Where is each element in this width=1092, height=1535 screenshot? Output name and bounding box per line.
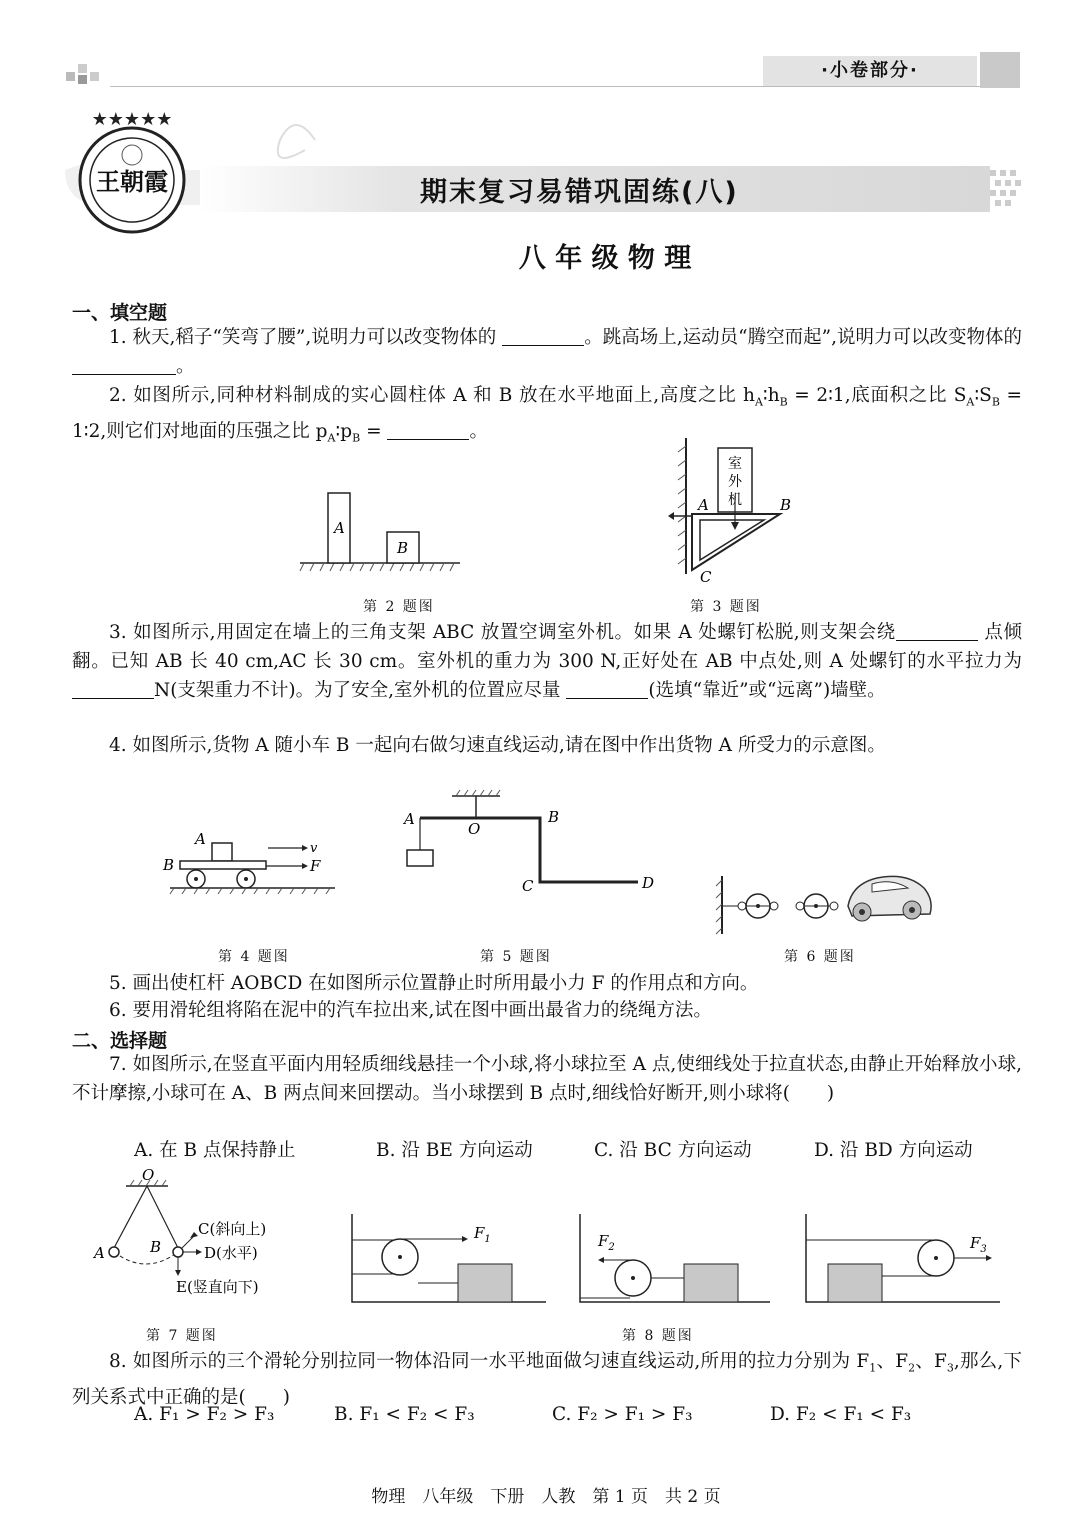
fig7-label-a: A [94,1244,105,1262]
q8-option-a[interactable]: A. F₁ > F₂ > F₃ [134,1404,275,1425]
fig3-label-c: C [700,568,712,586]
fig4-label-v: v [310,841,318,856]
question-7: 7. 如图所示,在竖直平面内用轻质细线悬挂一个小球,将小球拉至 A 点,使细线处于拉直状态,由静止开始释放小球,不计摩擦,小球可在 A、B 两点间来回摆动。当小球摆到 B 点时,细线恰好断开,则小球将( ) [72,1054,1022,1104]
fig7-label-b: B [150,1238,162,1256]
section-tag: ·小卷部分· [763,56,977,86]
question-3: 3. 如图所示,用固定在墙上的三角支架 ABC 放置空调室外机。如果 A 处螺钉松脱,则支架会绕 点倾翻。已知 AB 长 40 cm,AC 长 30 cm。室外机的重力为 300 N,正好处在 AB 中点处,则 A 处螺钉的水平拉力为 N(支架重力不计)。为了安全,室外机的位置应尽量 (选填“靠近”或“远离”)墙壁。 [72,622,1022,701]
fig4-label-a: A [195,830,206,848]
answer-blank[interactable] [72,680,154,700]
fig7-label-o: O [142,1166,155,1184]
q7-option-a[interactable]: A. 在 B 点保持静止 [134,1140,296,1161]
q7-option-d[interactable]: D. 沿 BD 方向运动 [814,1140,973,1161]
question-1: 1. 秋天,稻子“笑弯了腰”,说明力可以改变物体的 。跳高场上,运动员“腾空而起”,说明力可以改变物体的 。 [72,323,1022,381]
figure-2 [300,485,460,575]
question-5: 5. 画出使杠杆 AOBCD 在如图所示位置静止时所用最小力 F 的作用点和方向。 [109,973,759,994]
title-band-dots [990,166,1030,212]
question-6: 6. 要用滑轮组将陷在泥中的汽车拉出来,试在图中画出最省力的绕绳方法。 [109,1000,712,1021]
question-8: 8. 如图所示的三个滑轮分别拉同一物体沿同一水平地面做匀速直线运动,所用的拉力分别为 $F_1$、$F_2$、$F_3$,那么,下列关系式中正确的是( ) [72,1351,1023,1408]
fig3-label-a: A [698,496,709,514]
fig3-unit-1: 室 [728,456,742,472]
header-rule [110,86,1020,87]
fig8-f3: $F_3$ [970,1234,987,1255]
answer-blank[interactable] [566,680,648,700]
figure-3 [668,436,808,586]
figure-8 [350,1212,1020,1304]
figure-4 [160,826,340,896]
fig4-label-b: B [163,856,175,874]
question-4: 4. 如图所示,货物 A 随小车 B 一起向右做匀速直线运动,请在图中作出货物 A 所受力的示意图。 [109,735,886,756]
fig7-label-c: C(斜向上) [198,1220,267,1238]
figure-6-caption: 第 6 题图 [784,949,856,965]
figure-7 [90,1166,310,1306]
fig3-unit-3: 机 [728,492,742,508]
fig5-label-a: A [404,810,415,828]
q8-option-d[interactable]: D. F₂ < F₁ < F₃ [770,1404,912,1425]
fig2-label-b: B [397,539,409,557]
fig7-label-d: D(水平) [204,1244,258,1262]
q8-option-b[interactable]: B. F₁ < F₂ < F₃ [334,1404,475,1425]
question-2: 2. 如图所示,同种材料制成的实心圆柱体 A 和 B 放在水平地面上,高度之比 $h_A∶h_B$ = 2∶1,底面积之比 $S_A∶S_B$ = 1∶2,则它们对地面的压强之比 $p_A∶p_B$ = 。 [72,385,1022,445]
section-tag-block [980,52,1020,88]
figure-5 [400,788,660,898]
corner-decoration [66,64,106,84]
section-choice-heading: 二、选择题 [72,1030,168,1052]
figure-5-caption: 第 5 题图 [480,949,552,965]
fig5-label-d: D [642,874,655,892]
fig2-label-a: A [334,519,345,537]
q7-option-b[interactable]: B. 沿 BE 方向运动 [376,1140,533,1161]
figure-7-caption: 第 7 题图 [146,1328,218,1344]
fig7-label-e: E(竖直向下) [176,1278,259,1296]
fig8-f2: $F_2$ [598,1232,615,1253]
fig4-label-f: F [310,857,321,875]
figure-8-caption: 第 8 题图 [622,1328,694,1344]
fig3-label-b: B [780,496,792,514]
svg-text:★★★★★: ★★★★★ [91,109,173,130]
answer-blank[interactable] [502,327,584,347]
fig3-unit-2: 外 [728,474,742,490]
figure-4-caption: 第 4 题图 [218,949,290,965]
q8-option-c[interactable]: C. F₂ > F₁ > F₃ [552,1404,693,1425]
page-footer: 物理 八年级 下册 人教 第 1 页 共 2 页 [371,1487,721,1507]
answer-blank[interactable] [896,622,978,642]
answer-blank[interactable] [387,420,469,440]
fig5-label-c: C [522,877,534,895]
fig5-label-o: O [468,820,481,838]
figure-6 [712,864,942,936]
section-fill-heading: 一、填空题 [72,302,168,324]
logo-text: 王朝霞 [96,167,168,196]
page-subtitle: 八 年 级 物 理 [518,243,692,274]
page-title: 期末复习易错巩固练(八) [420,177,739,208]
fig8-f1: $F_1$ [474,1224,491,1245]
fig5-label-b: B [548,808,560,826]
answer-blank[interactable] [72,356,176,376]
q7-option-c[interactable]: C. 沿 BC 方向运动 [594,1140,752,1161]
figure-2-caption: 第 2 题图 [363,599,435,615]
figure-3-caption: 第 3 题图 [690,599,762,615]
